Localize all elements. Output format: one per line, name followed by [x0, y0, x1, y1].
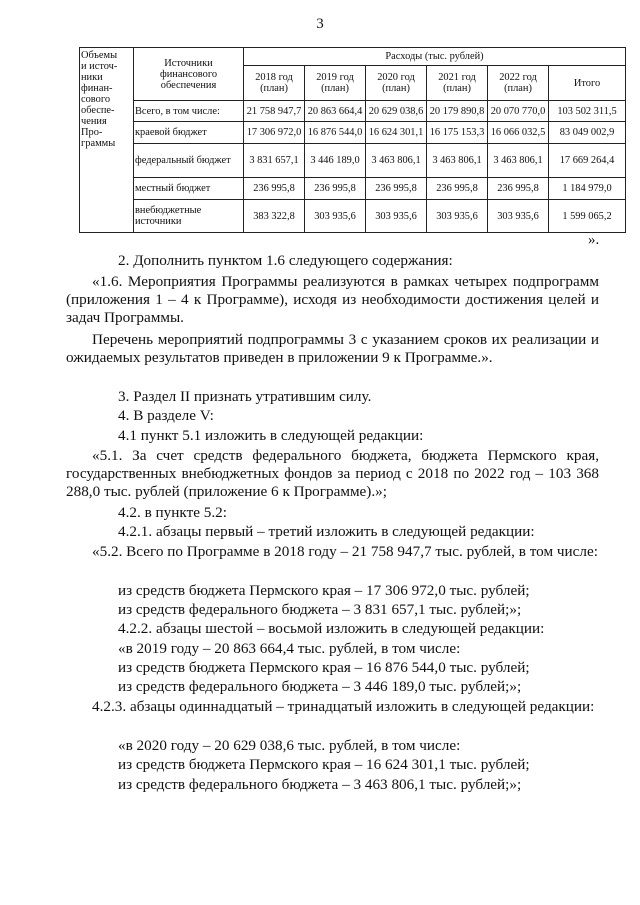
paragraph: 2. Дополнить пунктом 1.6 следующего содержания:	[118, 252, 453, 269]
table-row	[80, 144, 626, 178]
table-cell: 16 876 544,0	[305, 122, 366, 144]
paragraph: «5.1. За счет средств федерального бюджета, бюджета Пермского края, государственных внебюджетных фондов за период с 2018 по 2022 год – 103 368 288,0 тыс. рублей (приложение 6 к Программе).»;	[66, 447, 599, 500]
left-header-line: финан-	[81, 83, 113, 94]
table-cell: 236 995,8	[427, 178, 488, 200]
paragraph: 4. В разделе V:	[118, 407, 214, 424]
paragraph: 3. Раздел II признать утратившим силу.	[118, 388, 372, 405]
paragraph: 4.2.2. абзацы шестой – восьмой изложить в следующей редакции:	[118, 620, 545, 637]
left-header-line: Объемы	[81, 50, 118, 61]
table-cell: 16 175 153,3	[427, 122, 488, 144]
paragraph: из средств федерального бюджета – 3 831 657,1 тыс. рублей;»;	[118, 601, 522, 618]
year-header: 2021 год (план)	[427, 66, 488, 101]
row-label: местный бюджет	[134, 178, 244, 200]
paragraph: 4.2.1. абзацы первый – третий изложить в следующей редакции:	[118, 523, 535, 540]
sources-header-line: финансового	[159, 68, 218, 80]
table-cell: 20 070 770,0	[488, 101, 549, 122]
table-cell: 21 758 947,7	[244, 101, 305, 122]
year-header: 2019 год (план)	[305, 66, 366, 101]
paragraph: из средств бюджета Пермского края – 16 876 544,0 тыс. рублей;	[118, 659, 530, 676]
sources-header	[134, 48, 244, 101]
paragraph: «1.6. Мероприятия Программы реализуются в рамках четырех подпрограмм (приложения 1 – 4 к Программе), исходя из необходимости достижения целей и задач Программы.	[66, 273, 599, 326]
table-cell: 303 935,6	[366, 200, 427, 233]
table-cell: 303 935,6	[427, 200, 488, 233]
left-header-line: чения	[81, 116, 107, 127]
table-cell: 20 629 038,6	[366, 101, 427, 122]
table-cell: 236 995,8	[366, 178, 427, 200]
table-cell: 3 831 657,1	[244, 144, 305, 178]
paragraph: из средств федерального бюджета – 3 446 189,0 тыс. рублей;»;	[118, 678, 522, 695]
table-row	[80, 200, 626, 233]
table-row	[80, 178, 626, 200]
paragraph: «5.2. Всего по Программе в 2018 году – 21 758 947,7 тыс. рублей, в том числе:	[92, 543, 598, 560]
left-header-cell	[80, 48, 134, 233]
table-cell: 303 935,6	[305, 200, 366, 233]
table-cell: 20 179 890,8	[427, 101, 488, 122]
table-cell: 236 995,8	[488, 178, 549, 200]
table-row	[80, 101, 626, 122]
table-cell: 17 669 264,4	[549, 144, 626, 178]
table-cell: 3 446 189,0	[305, 144, 366, 178]
table-cell: 1 599 065,2	[549, 200, 626, 233]
table-cell: 1 184 979,0	[549, 178, 626, 200]
table-cell: 3 463 806,1	[488, 144, 549, 178]
row-label: федеральный бюджет	[134, 144, 244, 178]
expenses-header: Расходы (тыс. рублей)	[244, 48, 626, 66]
table-cell: 303 935,6	[488, 200, 549, 233]
left-header-line: сового	[81, 94, 111, 105]
table-cell: 3 463 806,1	[366, 144, 427, 178]
table-cell: 16 624 301,1	[366, 122, 427, 144]
paragraph: 4.2. в пункте 5.2:	[118, 504, 227, 521]
paragraph: 4.1 пункт 5.1 изложить в следующей редакции:	[118, 427, 424, 444]
table-cell: 3 463 806,1	[427, 144, 488, 178]
year-header: 2022 год (план)	[488, 66, 549, 101]
paragraph: Перечень мероприятий подпрограммы 3 с указанием сроков их реализации и ожидаемых результатов приведен в приложении 9 к Программе.».	[66, 331, 599, 366]
table-cell: 16 066 032,5	[488, 122, 549, 144]
year-header: 2018 год (план)	[244, 66, 305, 101]
row-label: внебюджетные источники	[134, 200, 244, 233]
row-label: Всего, в том числе:	[134, 101, 244, 122]
sources-header-line: Источники	[164, 57, 213, 69]
total-header: Итого	[549, 66, 626, 101]
table-cell: 383 322,8	[244, 200, 305, 233]
table-row	[80, 122, 626, 144]
left-header-line: ники	[81, 72, 103, 83]
left-header-line: и источ-	[81, 61, 118, 72]
table-cell: 236 995,8	[305, 178, 366, 200]
left-header-line: обеспе-	[81, 105, 115, 116]
paragraph: «в 2020 году – 20 629 038,6 тыс. рублей, в том числе:	[118, 737, 461, 754]
quote-close: ».	[588, 232, 600, 248]
sources-header-line: обеспечения	[160, 79, 217, 91]
page-number: 3	[316, 16, 324, 32]
paragraph: из средств бюджета Пермского края – 16 624 301,1 тыс. рублей;	[118, 756, 530, 773]
table-cell: 236 995,8	[244, 178, 305, 200]
year-header: 2020 год (план)	[366, 66, 427, 101]
financing-table	[79, 47, 626, 233]
table-cell: 20 863 664,4	[305, 101, 366, 122]
left-header-line: граммы	[81, 138, 116, 149]
table-cell: 83 049 002,9	[549, 122, 626, 144]
table-cell: 103 502 311,5	[549, 101, 626, 122]
paragraph: из средств федерального бюджета – 3 463 806,1 тыс. рублей;»;	[118, 776, 522, 793]
left-header-line: Про-	[81, 127, 103, 138]
table-cell: 17 306 972,0	[244, 122, 305, 144]
paragraph: 4.2.3. абзацы одиннадцатый – тринадцатый изложить в следующей редакции:	[92, 698, 595, 715]
paragraph: из средств бюджета Пермского края – 17 306 972,0 тыс. рублей;	[118, 582, 530, 599]
row-label: краевой бюджет	[134, 122, 244, 144]
paragraph: «в 2019 году – 20 863 664,4 тыс. рублей, в том числе:	[118, 640, 461, 657]
